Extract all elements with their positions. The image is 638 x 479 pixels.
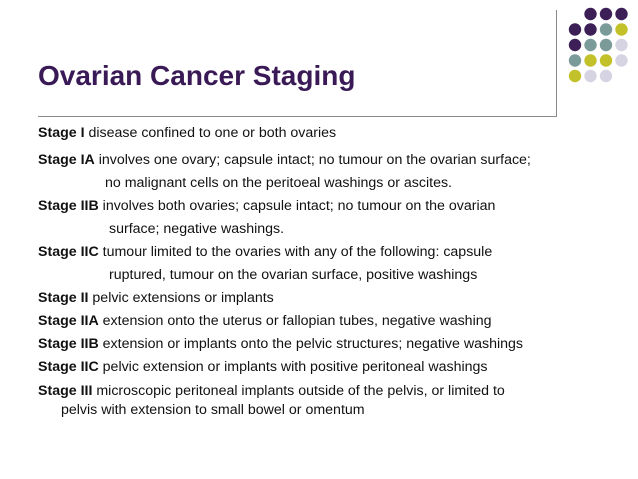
decorative-dot <box>600 39 612 51</box>
stage-description: microscopic peritoneal implants outside of the pelvis, or limited to <box>92 383 505 399</box>
stage-label: Stage IIC <box>38 244 99 260</box>
stage-description: pelvic extensions or implants <box>88 290 274 306</box>
stage-line <box>38 199 495 213</box>
stage-label: Stage IIA <box>38 313 99 329</box>
stage-label: Stage III <box>38 383 93 399</box>
vertical-divider <box>556 10 557 117</box>
stage-line-continuation <box>109 268 477 282</box>
stage-description: ruptured, tumour on the ovarian surface, positive washings <box>109 267 478 283</box>
stage-label: Stage IIB <box>38 198 99 214</box>
stage-label: Stage IA <box>38 152 95 168</box>
stage-description: involves one ovary; capsule intact; no tumour on the ovarian surface; <box>94 152 531 168</box>
decorative-dot <box>584 8 596 20</box>
stage-line <box>38 384 505 398</box>
stage-label: Stage IIC <box>38 359 99 375</box>
stage-line-continuation <box>109 222 284 236</box>
decorative-dot <box>615 39 627 51</box>
stage-description: involves both ovaries; capsule intact; no tumour on the ovarian <box>98 198 496 214</box>
decorative-dot <box>584 54 596 66</box>
decorative-dot <box>584 39 596 51</box>
stage-description: no malignant cells on the peritoeal washings or ascites. <box>105 175 452 191</box>
slide-title: Ovarian Cancer Staging <box>38 60 356 91</box>
decorative-dot <box>615 54 627 66</box>
stage-line <box>38 153 531 167</box>
decorative-dot <box>584 23 596 35</box>
decorative-dot <box>615 8 627 20</box>
stage-description: extension onto the uterus or fallopian tubes, negative washing <box>98 313 492 329</box>
stage-description: surface; negative washings. <box>109 221 285 237</box>
stage-line <box>38 245 492 259</box>
stage-line <box>38 337 523 351</box>
decorative-dot <box>569 39 581 51</box>
stage-line-continuation <box>105 176 452 190</box>
title-underline <box>38 116 557 117</box>
decorative-dot <box>569 54 581 66</box>
stage-label: Stage I <box>38 125 85 141</box>
decorative-dot <box>600 23 612 35</box>
decorative-dot <box>600 70 612 82</box>
decorative-dot <box>615 23 627 35</box>
decorative-dot <box>600 8 612 20</box>
decorative-dot <box>569 70 581 82</box>
decorative-dot <box>584 70 596 82</box>
stage-line-continuation <box>61 403 365 417</box>
decorative-dot <box>600 54 612 66</box>
stage-label: Stage IIB <box>38 336 99 352</box>
decorative-dot <box>569 23 581 35</box>
stage-description: disease confined to one or both ovaries <box>84 125 337 141</box>
stage-line <box>38 360 488 374</box>
stage-line <box>38 291 274 305</box>
stage-description: pelvic extension or implants with positive peritoneal washings <box>98 359 488 375</box>
stage-line <box>38 126 336 140</box>
stage-description: pelvis with extension to small bowel or omentum <box>61 402 365 418</box>
stage-line <box>38 314 492 328</box>
stage-label: Stage II <box>38 290 89 306</box>
stage-description: tumour limited to the ovaries with any of the following: capsule <box>98 244 493 260</box>
stage-description: extension or implants onto the pelvic structures; negative washings <box>98 336 523 352</box>
